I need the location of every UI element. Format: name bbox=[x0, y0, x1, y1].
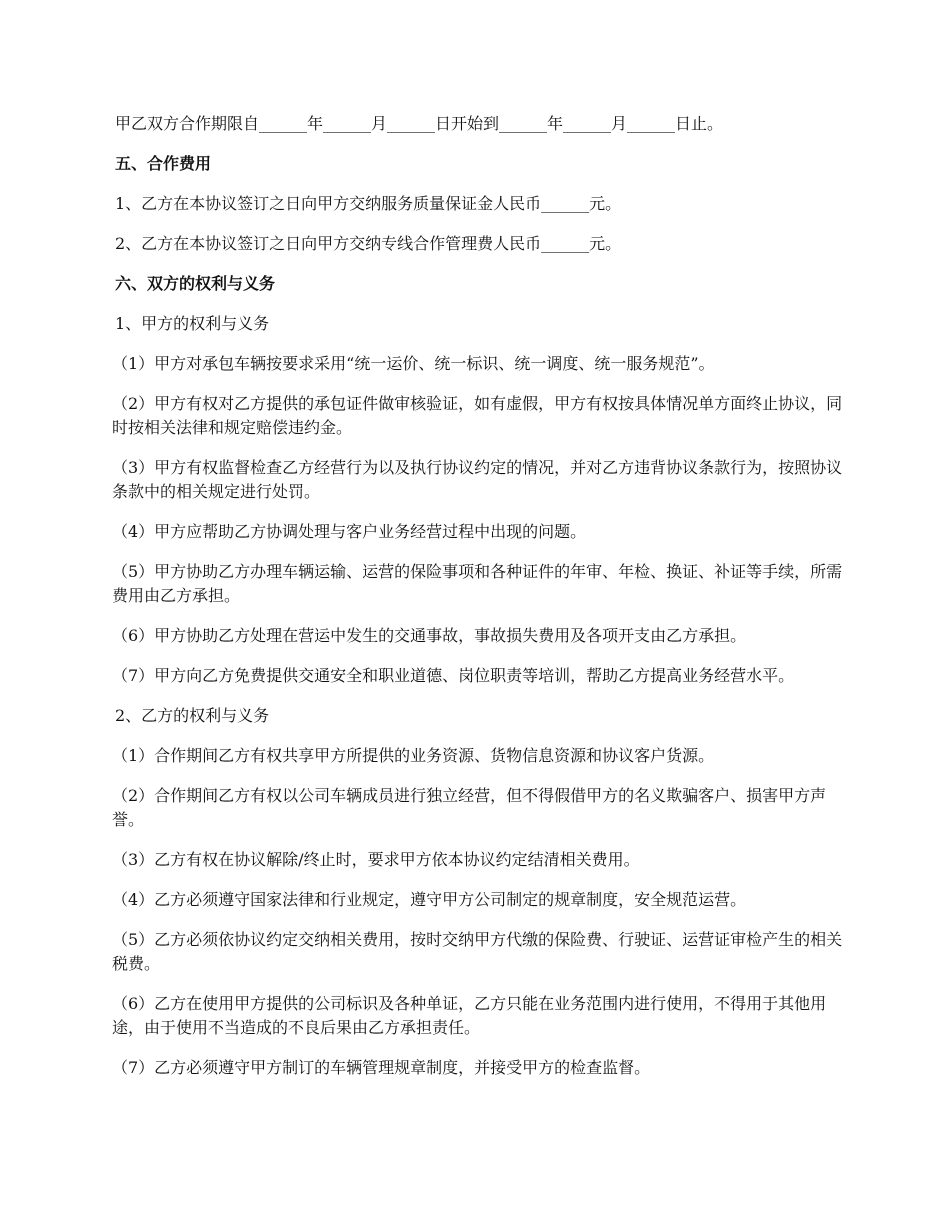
clause-5-2: 2、乙方在本协议签订之日向甲方交纳专线合作管理费人民币______元。 bbox=[115, 234, 622, 253]
party-a-item-3: （3）甲方有权监督检查乙方经营行为以及执行协议约定的情况，并对乙方违背协议条款行为，按照协议条款中的相关规定进行处罚。 bbox=[112, 458, 843, 501]
party-a-item-6: （6）甲方协助乙方处理在营运中发生的交通事故，事故损失费用及各项开支由乙方承担。 bbox=[112, 626, 747, 645]
party-b-item-1: （1）合作期间乙方有权共享甲方所提供的业务资源、货物信息资源和协议客户货源。 bbox=[112, 746, 715, 765]
party-a-subheading: 1、甲方的权利与义务 bbox=[115, 314, 270, 333]
cooperation-period-line: 甲乙双方合作期限自______年______月______日开始到______年______月______日止。 bbox=[115, 114, 724, 133]
document-page bbox=[112, 112, 850, 1096]
section-6-heading: 六、双方的权利与义务 bbox=[115, 274, 276, 293]
party-a-item-2: （2）甲方有权对乙方提供的承包证件做审核验证，如有虚假，甲方有权按具体情况单方面终止协议，同时按相关法律和规定赔偿违约金。 bbox=[112, 394, 843, 437]
party-a-item-4: （4）甲方应帮助乙方协调处理与客户业务经营过程中出现的问题。 bbox=[112, 522, 587, 541]
party-b-item-3: （3）乙方有权在协议解除/终止时，要求甲方依本协议约定结清相关费用。 bbox=[112, 850, 640, 869]
party-b-item-5: （5）乙方必须依协议约定交纳相关费用，按时交纳甲方代缴的保险费、行驶证、运营证审检产生的相关税费。 bbox=[112, 930, 843, 973]
party-b-item-4: （4）乙方必须遵守国家法律和行业规定，遵守甲方公司制定的规章制度，安全规范运营。 bbox=[112, 890, 747, 909]
party-b-item-7: （7）乙方必须遵守甲方制订的车辆管理规章制度，并接受甲方的检查监督。 bbox=[112, 1058, 651, 1077]
party-b-subheading: 2、乙方的权利与义务 bbox=[115, 706, 270, 725]
party-b-item-6: （6）乙方在使用甲方提供的公司标识及各种单证，乙方只能在业务范围内进行使用，不得用于其他用途，由于使用不当造成的不良后果由乙方承担责任。 bbox=[112, 994, 827, 1037]
clause-5-1: 1、乙方在本协议签订之日向甲方交纳服务质量保证金人民币______元。 bbox=[115, 194, 622, 213]
section-5-heading: 五、合作费用 bbox=[115, 154, 212, 173]
party-a-item-1: （1）甲方对承包车辆按要求采用“统一运价、统一标识、统一调度、统一服务规范”。 bbox=[112, 354, 715, 373]
party-a-item-7: （7）甲方向乙方免费提供交通安全和职业道德、岗位职责等培训，帮助乙方提高业务经营水平。 bbox=[112, 666, 795, 685]
party-b-item-2: （2）合作期间乙方有权以公司车辆成员进行独立经营，但不得假借甲方的名义欺骗客户、损害甲方声誉。 bbox=[112, 786, 827, 829]
party-a-item-5: （5）甲方协助乙方办理车辆运输、运营的保险事项和各种证件的年审、年检、换证、补证等手续，所需费用由乙方承担。 bbox=[112, 562, 843, 605]
